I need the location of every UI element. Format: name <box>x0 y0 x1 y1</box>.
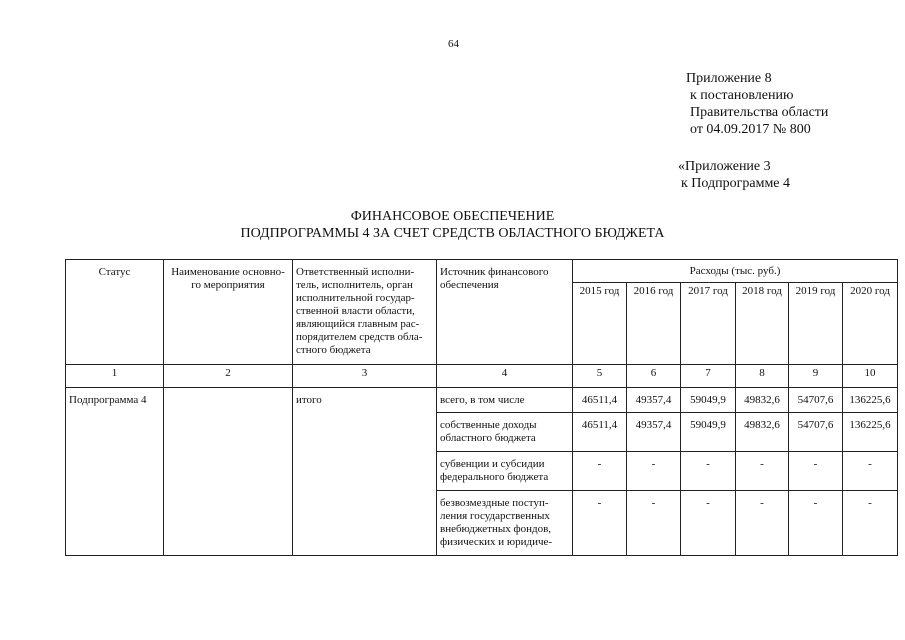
year-cell: 2016 год <box>627 283 681 365</box>
value-cell: 46511,4 <box>573 388 627 413</box>
measure-cell <box>164 388 293 556</box>
col-number: 1 <box>66 365 164 388</box>
title-line1: ФИНАНСОВОЕ ОБЕСПЕЧЕНИЕ <box>350 209 555 224</box>
financing-table <box>65 259 898 556</box>
col-number: 5 <box>573 365 627 388</box>
value-cell: 136225,6 <box>843 388 898 413</box>
value-cell: 46511,4 <box>573 413 627 452</box>
col-number: 4 <box>437 365 573 388</box>
value-cell: - <box>573 452 627 491</box>
value-cell: - <box>681 491 736 556</box>
value-cell: - <box>843 452 898 491</box>
title-line2: ПОДПРОГРАММЫ 4 ЗА СЧЕТ СРЕДСТВ ОБЛАСТНОГО БЮДЖЕТА <box>240 226 665 241</box>
col-number: 8 <box>736 365 789 388</box>
value-cell: - <box>736 491 789 556</box>
column-numbers-row <box>66 365 898 388</box>
value-cell: - <box>627 491 681 556</box>
col-number: 3 <box>293 365 437 388</box>
appendix-8-line2: к постановлению <box>690 88 794 103</box>
value-cell: 59049,9 <box>681 388 736 413</box>
header-row <box>66 260 898 283</box>
source-cell: собственные доходы областного бюджета <box>437 413 573 452</box>
value-cell: - <box>789 452 843 491</box>
value-cell: 54707,6 <box>789 388 843 413</box>
col-number: 7 <box>681 365 736 388</box>
header-source: Источник финансового обеспечения <box>437 260 573 365</box>
appendix-3-line1: «Приложение 3 <box>678 159 771 174</box>
header-status: Статус <box>66 260 164 365</box>
appendix-8-heading <box>686 70 828 138</box>
appendix-8-line3: Правительства области <box>690 105 829 120</box>
value-cell: - <box>789 491 843 556</box>
status-cell: Подпрограмма 4 <box>66 388 164 556</box>
value-cell: - <box>843 491 898 556</box>
value-cell: 49832,6 <box>736 388 789 413</box>
value-cell: - <box>627 452 681 491</box>
appendix-3-line2: к Подпрограмме 4 <box>681 176 791 191</box>
header-responsible: Ответственный исполни-тель, исполнитель, орган исполнительной государ-ственной власти области, являющийся главным рас-порядителем средств обла-стного бюджета <box>293 260 437 365</box>
value-cell: 49357,4 <box>627 413 681 452</box>
year-cell: 2015 год <box>573 283 627 365</box>
document-title <box>0 208 905 242</box>
appendix-8-line1: Приложение 8 <box>686 71 772 86</box>
value-cell: 54707,6 <box>789 413 843 452</box>
value-cell: 136225,6 <box>843 413 898 452</box>
page-number: 64 <box>448 38 459 50</box>
col-number: 10 <box>843 365 898 388</box>
year-cell: 2017 год <box>681 283 736 365</box>
value-cell: 49832,6 <box>736 413 789 452</box>
appendix-3-heading <box>678 158 790 192</box>
appendix-8-line4: от 04.09.2017 № 800 <box>690 122 811 137</box>
value-cell: 49357,4 <box>627 388 681 413</box>
header-expenses: Расходы (тыс. руб.) <box>573 260 898 283</box>
header-measure: Наименование основно-го мероприятия <box>164 260 293 365</box>
value-cell: 59049,9 <box>681 413 736 452</box>
value-cell: - <box>681 452 736 491</box>
col-number: 6 <box>627 365 681 388</box>
year-cell: 2019 год <box>789 283 843 365</box>
year-cell: 2020 год <box>843 283 898 365</box>
source-cell: всего, в том числе <box>437 388 573 413</box>
year-cell: 2018 год <box>736 283 789 365</box>
value-cell: - <box>573 491 627 556</box>
col-number: 9 <box>789 365 843 388</box>
col-number: 2 <box>164 365 293 388</box>
source-cell: безвозмездные поступ-ления государственных внебюджетных фондов, физических и юридиче- <box>437 491 573 556</box>
table-row <box>66 388 898 413</box>
responsible-cell: итого <box>293 388 437 556</box>
source-cell: субвенции и субсидии федерального бюджета <box>437 452 573 491</box>
value-cell: - <box>736 452 789 491</box>
